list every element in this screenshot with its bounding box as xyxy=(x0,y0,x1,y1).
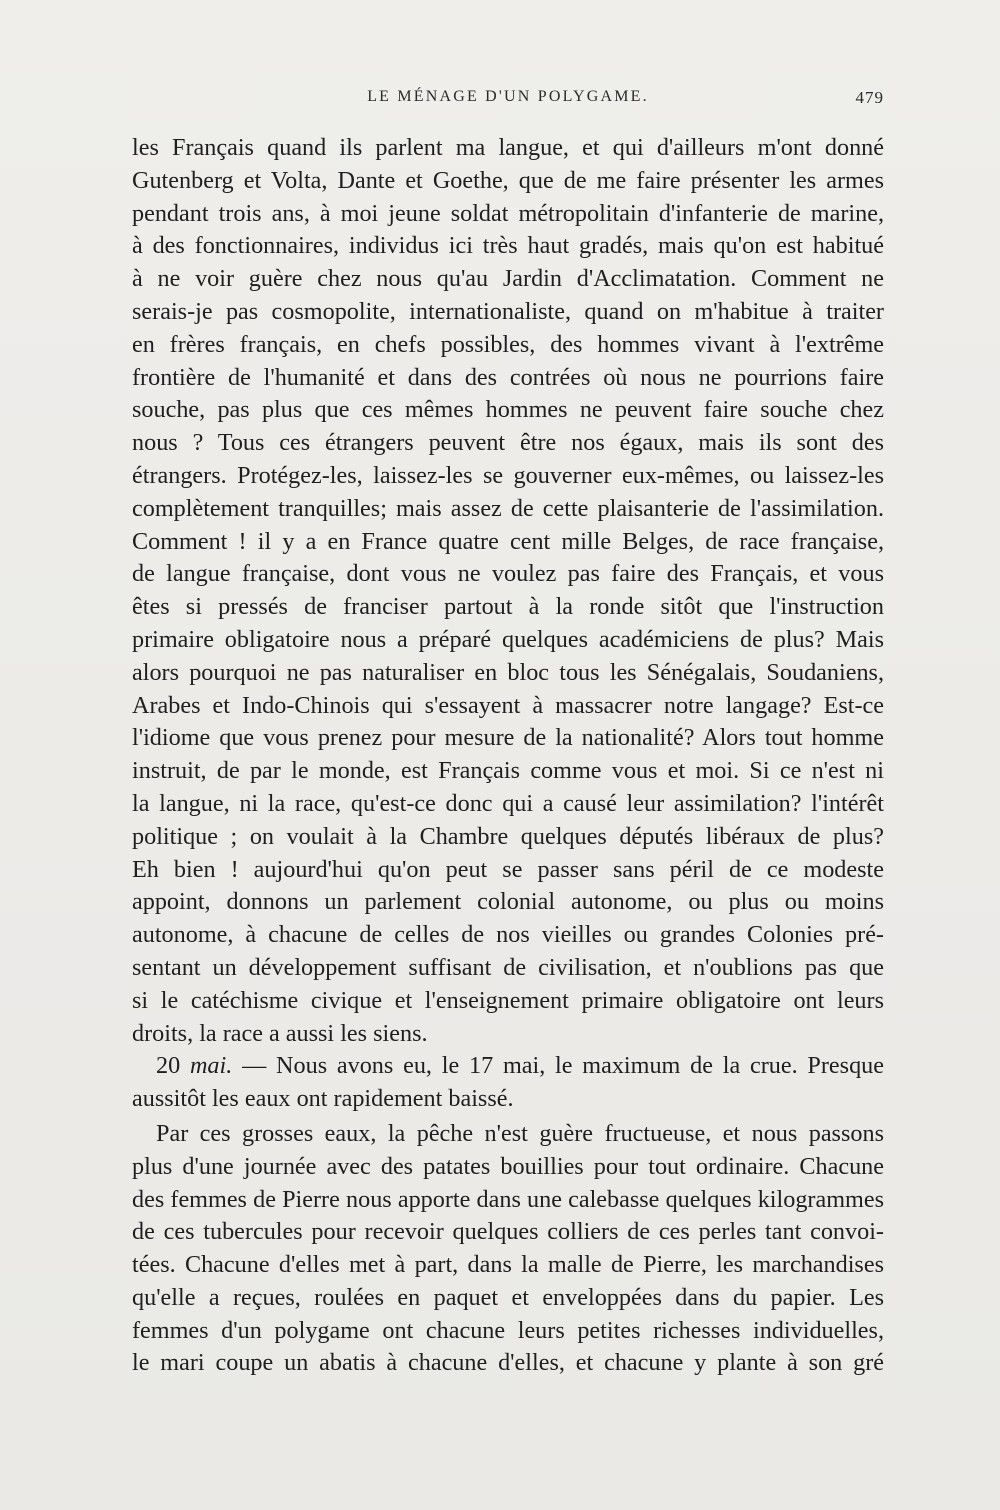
text-line: le mari coupe un abatis à chacune d'elles, et chacune y plante à son gré xyxy=(132,1349,884,1377)
text-line: à des fonctionnaires, individus ici très haut gradés, mais qu'on est habitué xyxy=(132,232,884,260)
text-line: femmes d'un polygame ont chacune leurs petites richesses individuelles, xyxy=(132,1316,884,1344)
text-line: en frères français, en chefs possibles, des hommes vivant à l'extrême xyxy=(132,330,884,358)
text-line: politique ; on voulait à la Chambre quelques députés libéraux de plus? xyxy=(132,822,884,850)
page-header xyxy=(132,88,884,118)
text-line: Arabes et Indo-Chinois qui s'essayent à massacrer notre langage? Est-ce xyxy=(132,691,884,719)
text-line: droits, la race a aussi les siens. xyxy=(132,1019,428,1047)
text-line: la langue, ni la race, qu'est-ce donc qui a causé leur assimilation? l'intérêt xyxy=(132,789,884,817)
text-line: plus d'une journée avec des patates bouillies pour tout ordinaire. Chacune xyxy=(132,1152,884,1180)
text-line: l'idiome que vous prenez pour mesure de la nationalité? Alors tout homme xyxy=(132,724,884,752)
text-line: êtes si pressés de franciser partout à la ronde sitôt que l'instruction xyxy=(132,593,884,621)
text-line: instruit, de par le monde, est Français comme vous et moi. Si ce n'est ni xyxy=(132,757,884,785)
text-line: de langue française, dont vous ne voulez pas faire des Français, et vous xyxy=(132,560,884,588)
text-line: tées. Chacune d'elles met à part, dans la malle de Pierre, les marchandises xyxy=(132,1251,884,1279)
body-text xyxy=(132,132,884,1380)
text-line: des femmes de Pierre nous apporte dans une calebasse quelques kilogrammes xyxy=(132,1185,884,1213)
text-line: Par ces grosses eaux, la pêche n'est guère fructueuse, et nous passons xyxy=(156,1119,884,1147)
running-title: LE MÉNAGE D'UN POLYGAME. xyxy=(367,88,649,105)
text-line: primaire obligatoire nous a préparé quelques académiciens de plus? Mais xyxy=(132,625,884,653)
text-line: souche, pas plus que ces mêmes hommes ne peuvent faire souche chez xyxy=(132,396,884,424)
text-line: alors pourquoi ne pas naturaliser en bloc tous les Sénégalais, Soudaniens, xyxy=(132,658,884,686)
text-line: Comment ! il y a en France quatre cent mille Belges, de race française, xyxy=(132,527,884,555)
text-line: appoint, donnons un parlement colonial autonome, ou plus ou moins xyxy=(132,888,884,916)
text-line: 20 mai. — Nous avons eu, le 17 mai, le maximum de la crue. Presque xyxy=(156,1052,884,1080)
text-line: Eh bien ! aujourd'hui qu'on peut se passer sans péril de ce modeste xyxy=(132,855,884,883)
text-line: si le catéchisme civique et l'enseignement primaire obligatoire ont leurs xyxy=(132,986,884,1014)
text-line: pendant trois ans, à moi jeune soldat métropolitain d'infanterie de marine, xyxy=(132,199,884,227)
text-line: aussitôt les eaux ont rapidement baissé. xyxy=(132,1085,514,1113)
text-line: frontière de l'humanité et dans des contrées où nous ne pourrions faire xyxy=(132,363,884,391)
text-line: serais-je pas cosmopolite, internationaliste, quand on m'habitue à traiter xyxy=(132,297,884,325)
text-line: qu'elle a reçues, roulées en paquet et enveloppées dans du papier. Les xyxy=(132,1283,884,1311)
text-line: nous ? Tous ces étrangers peuvent être nos égaux, mais ils sont des xyxy=(132,429,884,457)
text-line: étrangers. Protégez-les, laissez-les se gouverner eux-mêmes, ou laissez-les xyxy=(132,461,884,489)
text-line: sentant un développement suffisant de civilisation, et n'oublions pas que xyxy=(132,953,884,981)
text-line: de ces tubercules pour recevoir quelques colliers de ces perles tant convoi- xyxy=(132,1218,884,1246)
text-line: à ne voir guère chez nous qu'au Jardin d'Acclimatation. Comment ne xyxy=(132,265,884,293)
page-number: 479 xyxy=(855,88,884,107)
text-line: Gutenberg et Volta, Dante et Goethe, que de me faire présenter les armes xyxy=(132,166,884,194)
text-line: autonome, à chacune de celles de nos vieilles ou grandes Colonies pré- xyxy=(132,921,884,949)
text-line: les Français quand ils parlent ma langue, et qui d'ailleurs m'ont donné xyxy=(132,134,884,161)
text-line: complètement tranquilles; mais assez de cette plaisanterie de l'assimilation. xyxy=(132,494,884,522)
